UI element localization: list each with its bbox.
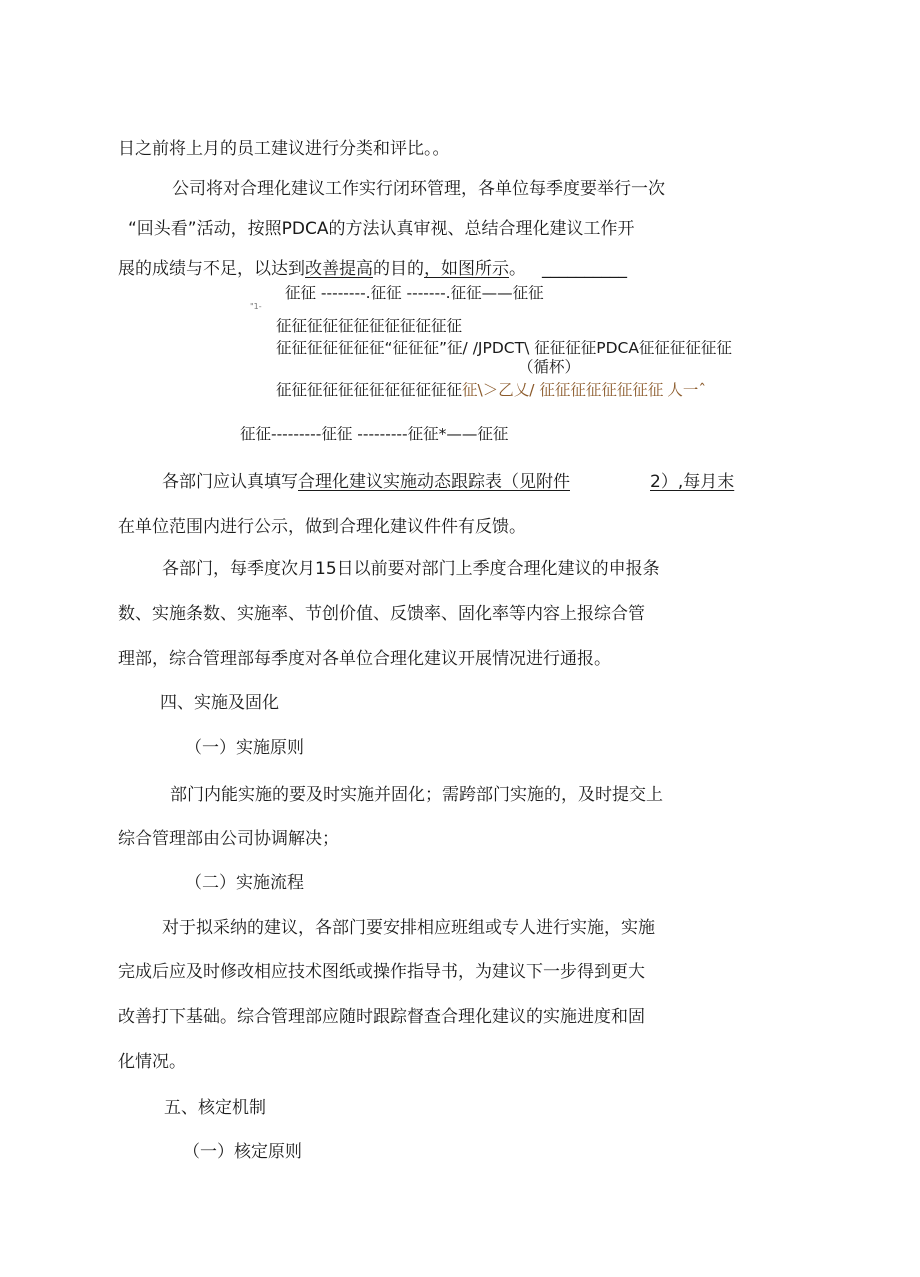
diagram-row: 征征征征征征征征征征征征 <box>276 317 463 335</box>
paragraph-line <box>162 471 734 493</box>
text-span: 征\＞乙乂/ 征征征征征征征征 <box>462 381 664 399</box>
paragraph-line: 完成后应及时修改相应技术图纸或操作指导书，为建议下一步得到更大 <box>118 962 645 982</box>
text-span: 征征征征征征征征征征征征 <box>276 381 463 399</box>
paragraph-line: 化情况。 <box>118 1052 186 1072</box>
paragraph-line: “回头看”活动，按照PDCA的方法认真审视、总结合理化建议工作开 <box>128 219 635 239</box>
subsection-heading: （一）核定原则 <box>183 1142 302 1162</box>
text-span: 人一ˆ <box>667 381 707 399</box>
diagram-row: 征征---------征征 ---------征征*——征征 <box>240 425 509 443</box>
section-heading: 四、实施及固化 <box>160 693 279 713</box>
underlined-text: 合理化建议实施动态跟踪表（见附件 <box>298 472 570 492</box>
text-span: 各部门应认真填写 <box>162 472 298 492</box>
paragraph-line: 日之前将上月的员工建议进行分类和评比。。 <box>118 139 450 159</box>
paragraph-line: 改善打下基础。综合管理部应随时跟踪督查合理化建议的实施进度和固 <box>118 1007 645 1027</box>
paragraph-line: 对于拟采纳的建议，各部门要安排相应班组或专人进行实施，实施 <box>162 918 655 938</box>
paragraph-line: 在单位范围内进行公示，做到合理化建议件件有反馈。 <box>118 517 526 537</box>
diagram-row <box>276 380 706 400</box>
paragraph-line <box>118 258 627 280</box>
text-span: 展的成绩与不足，以达到 <box>118 259 305 279</box>
paragraph-line: 数、实施条数、实施率、节创价值、反馈率、固化率等内容上报综合管 <box>118 604 645 624</box>
blank-line: __________ <box>542 259 627 279</box>
section-heading: 五、核定机制 <box>164 1098 266 1118</box>
paragraph-line: 公司将对合理化建议工作实行闭环管理，各单位每季度要举行一次 <box>172 179 665 199</box>
diagram-marker: "1- <box>250 302 262 311</box>
paragraph-line: 各部门，每季度次月15日以前要对部门上季度合理化建议的申报条 <box>162 559 660 579</box>
text-span: 。 <box>509 259 526 279</box>
text-span: 的目的 <box>373 259 424 279</box>
subsection-heading: （一）实施原则 <box>185 738 304 758</box>
paragraph-line: 理部，综合管理部每季度对各单位合理化建议开展情况进行通报。 <box>118 649 611 669</box>
diagram-row: 征征 --------.征征 -------.征征——征征 <box>285 284 544 302</box>
underlined-text: 2）,每月末 <box>650 472 735 492</box>
paragraph-line: 部门内能实施的要及时实施并固化；需跨部门实施的，及时提交上 <box>170 785 663 805</box>
underlined-text: ，如图所示 <box>424 259 509 279</box>
paragraph-line: 综合管理部由公司协调解决； <box>118 829 339 849</box>
diagram-row: 征征征征征征征“征征征”征/ /JPDCT\ 征征征征PDCA征征征征征征 <box>276 339 732 357</box>
diagram-label: （循杯） <box>518 358 581 376</box>
underlined-text: 改善提高 <box>305 259 373 279</box>
subsection-heading: （二）实施流程 <box>185 873 304 893</box>
